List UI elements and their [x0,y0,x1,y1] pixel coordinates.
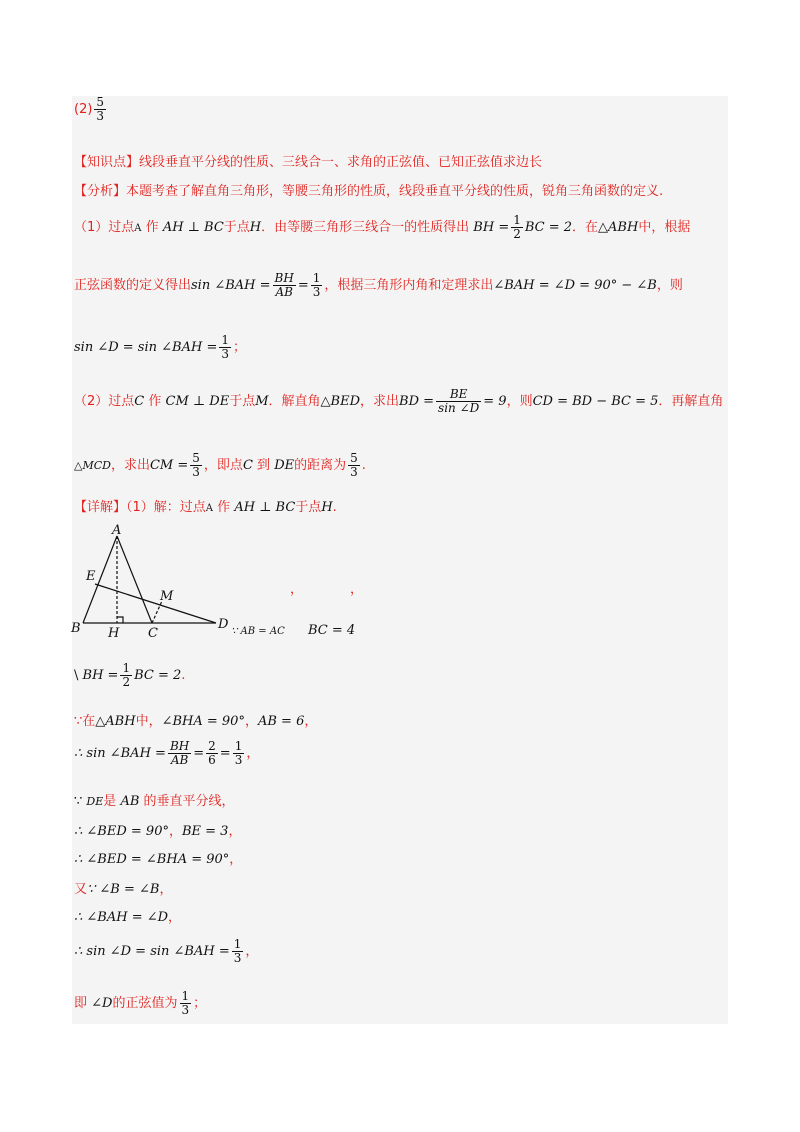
solution-line-bisector: ∵ DE是 AB 的垂直平分线， [74,794,235,809]
analysis-step2-line2: △MCD，求出CM = $\frac{5}{3}$ ，即点C 到 DE的距离为 $\frac{5}{3}$ . [74,451,366,479]
label-a: A [112,523,122,538]
label-m: M [160,589,174,604]
analysis-step1-line2: 正弦函数的定义得出sin ∠BAH = $\frac{BH}{AB}$ = $\frac{1}{3}$ ，根据三角形内角和定理求出∠BAH = ∠D = 90° − ∠B，则 [74,271,683,299]
analysis-step1-line1: （1）过点A 作 AH ⊥ BC于点H．由等腰三角形三线合一的性质得出 BH = $\frac{1}{2}$ BC = 2．在△ABH中，根据 [74,213,691,241]
segment-ed [95,584,216,623]
solution-line-bed: ∴ ∠BED = 90°，BE = 3， [74,824,242,839]
analysis-tag: 【分析】 [74,184,127,199]
label-c: C [148,626,158,641]
solution-line-bh: \ BH = $\frac{1}{2}$ BC = 2. [74,661,186,689]
given-comma1: ， [290,582,304,597]
analysis [74,180,663,199]
answer-fraction: $\frac{5}{3}$ [96,95,105,123]
given-bc: BC = 4 [308,623,356,638]
given-ab-ac: ∵ AB = AC [231,626,285,637]
given-comma2: ， [350,582,364,597]
solution-conclusion: 即 ∠D的正弦值为 $\frac{1}{3}$ ； [74,989,207,1017]
answer-part2 [74,96,108,123]
label-h: H [108,626,120,641]
analysis-step1-line3: sin ∠D = sin ∠BAH = $\frac{1}{3}$ ； [74,333,246,361]
label-b: B [71,621,81,636]
knowledge-tag: 【知识点】 [74,155,140,170]
label-e: E [86,569,96,584]
analysis-text: 本题考查了解直角三角形，等腰三角形的性质，线段垂直平分线的性质，锐角三角函数的定义. [126,184,664,199]
answer-label: (2) [74,102,93,117]
right-angle-mark [117,617,123,623]
knowledge-text: 线段垂直平分线的性质、三线合一、求角的正弦值、已知正弦值求边长 [139,155,543,170]
solution-line-bah-d: ∴ ∠BAH = ∠D， [74,910,182,925]
triangle-figure [66,522,246,647]
solution-line-right-triangle: ∵在△ABH中，∠BHA = 90°，AB = 6， [74,714,318,729]
detail-heading: 【详解】（1）解：过点A 作 AH ⊥ BC于点H. [74,500,337,515]
analysis-step2-line1: （2）过点C 作 CM ⊥ DE于点M．解直角△BED，求出BD = $\frac{BE}{\sin \angle D}$ = 9，则CD = BD − BC = 5．再解直角 [74,387,724,415]
solution-line-sin-d: ∴ sin ∠D = sin ∠BAH = $\frac{1}{3}$ ， [74,937,259,965]
solution-line-sin-bah: ∴ sin ∠BAH = $\frac{BH}{AB}$ = $\frac{2}{6}$ = $\frac{1}{3}$ ， [74,739,260,767]
solution-line-common-angle: 又∵ ∠B = ∠B， [74,882,173,897]
segment-ac [117,536,152,623]
solution-line-equal-angles: ∴ ∠BED = ∠BHA = 90°， [74,852,243,867]
knowledge-points [74,151,542,170]
label-d: D [218,617,229,632]
